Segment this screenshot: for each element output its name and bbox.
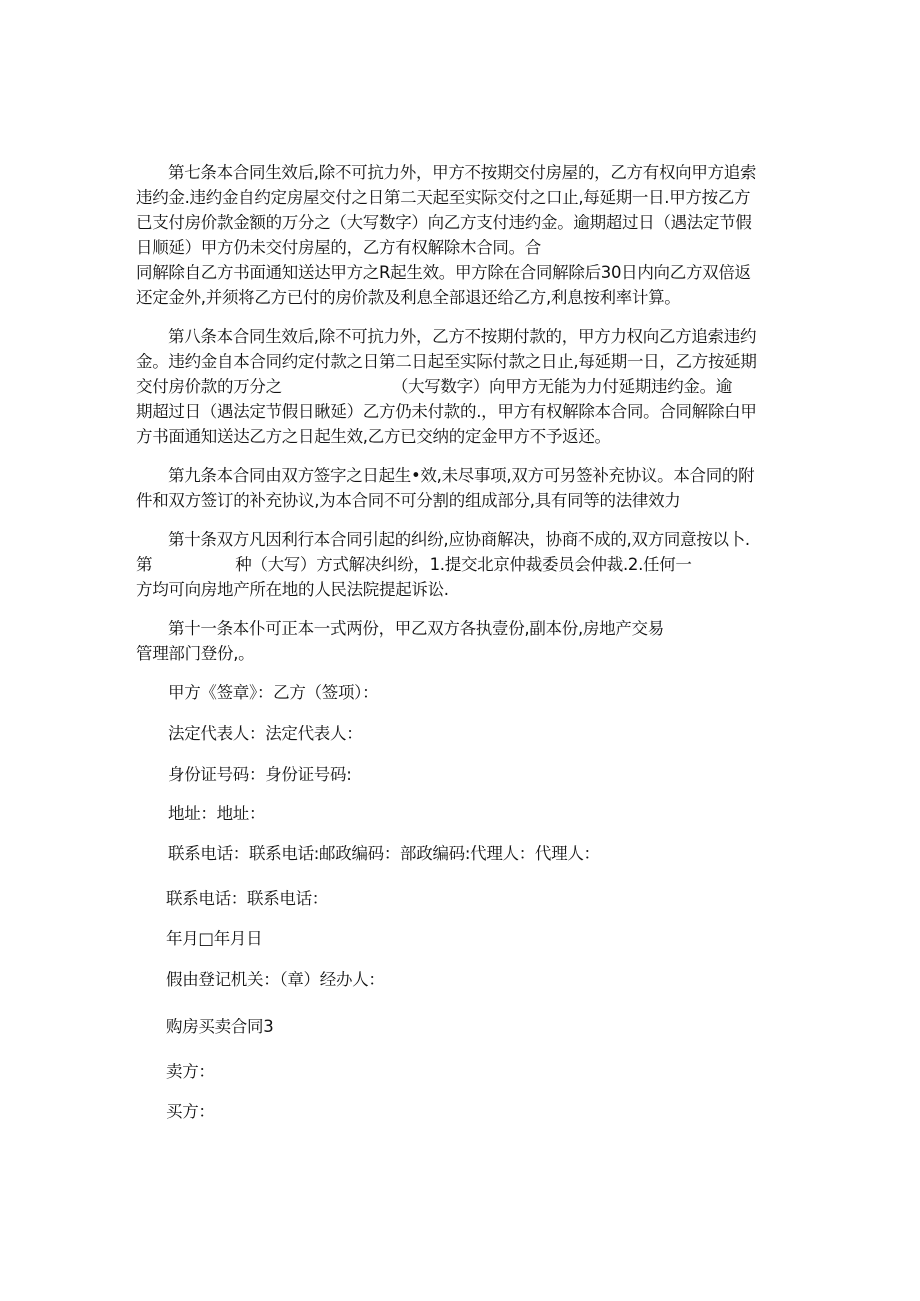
signature-id-number: 身份证号码：身份证号码: [168, 765, 352, 784]
signature-registration: 假由登记机关：（章）经办人： [166, 970, 385, 989]
article-10-text: 种（大写）方式解决纠纷，1.提交北京仲裁委员会仲裁.2.任何一 [235, 555, 692, 574]
article-7-line: 第七条本合同生效后,除不可抗力外，甲方不按期交付房屋的，乙方有权向甲方追索 [168, 163, 757, 182]
article-11-line: 管理部门登份,。 [136, 644, 255, 663]
article-8-text: 交付房价款的万分之 [136, 377, 282, 396]
article-8-text: （大写数字）向甲方无能为力付延期违约金。逾 [391, 377, 733, 396]
next-contract-buyer: 买方： [166, 1102, 215, 1121]
article-8-line: 金。违约金自本合同约定付款之日第二日起至实际付款之日止,每延期一日，乙方按延期 [136, 352, 757, 371]
article-10-line [136, 555, 692, 575]
article-10-line: 第十条双方凡因利行本合同引起的纠纷,应协商解决，协商不成的,双方同意按以卜. [168, 530, 750, 549]
signature-legal-rep: 法定代表人：法定代表人： [168, 724, 363, 743]
article-11-line: 第十一条本仆可正本一式两份，甲乙双方各执壹份,副本份,房地产交易 [168, 619, 664, 638]
next-contract-seller: 卖方： [166, 1062, 215, 1081]
article-7-line: 还定金外,并须将乙方已付的房价款及利息全部退还给乙方,利息按利率计算。 [136, 288, 681, 307]
article-8-line: 方书面通知送达乙方之日起生效,乙方已交纳的定金甲方不予返还。 [136, 427, 611, 446]
article-7-line: 日顺延）甲方仍未交付房屋的，乙方有权解除木合同。合 [136, 238, 542, 257]
article-10-line: 方均可向房地产所在地的人民法院提起诉讼. [136, 580, 449, 599]
article-8-line: 第八条本合同生效后,除不可抗力外，乙方不按期付款的，甲方力权向乙方追索违约 [168, 327, 757, 346]
signature-contact-postal-agent: 联系电话：联系电话:邮政编码：部政编码:代理人：代理人： [168, 844, 600, 863]
next-contract-title: 购房买卖合同3 [166, 1017, 274, 1036]
signature-contact: 联系电话：联系电话： [166, 889, 329, 908]
article-8-line [136, 377, 732, 397]
signature-parties: 甲方《签章》：乙方（签项）： [168, 683, 379, 702]
article-7-line: 违约金.违约金自约定房屋交付之日第二天起至实际交付之口止,每延期一日.甲方按乙方 [136, 188, 751, 207]
article-7-line: 同解除自乙方书面通知送达甲方之R起生效。甲方除在合同解除后30日内向乙方双倍返 [136, 263, 751, 282]
article-8-line: 期超过日（遇法定节假日瞅延）乙方仍未付款的.，甲方有权解除本合同。合同解除白甲 [136, 402, 757, 421]
article-10-text: 第 [136, 555, 153, 574]
signature-address: 地址：地址： [168, 804, 266, 823]
article-9-line: 第九条本合同由双方签字之日起生•效,未尽事项,双方可另签补充协议。本合同的附 [168, 466, 755, 485]
article-7-line: 已支付房价款金额的万分之（大写数字）向乙方支付违约金。逾期超过日（遇法定节假 [136, 213, 752, 232]
article-9-line: 件和双方签订的补充协议,为本合同不可分割的组成部分,具有同等的法律效力 [136, 491, 681, 510]
signature-date: 年月□年月日 [166, 929, 263, 948]
